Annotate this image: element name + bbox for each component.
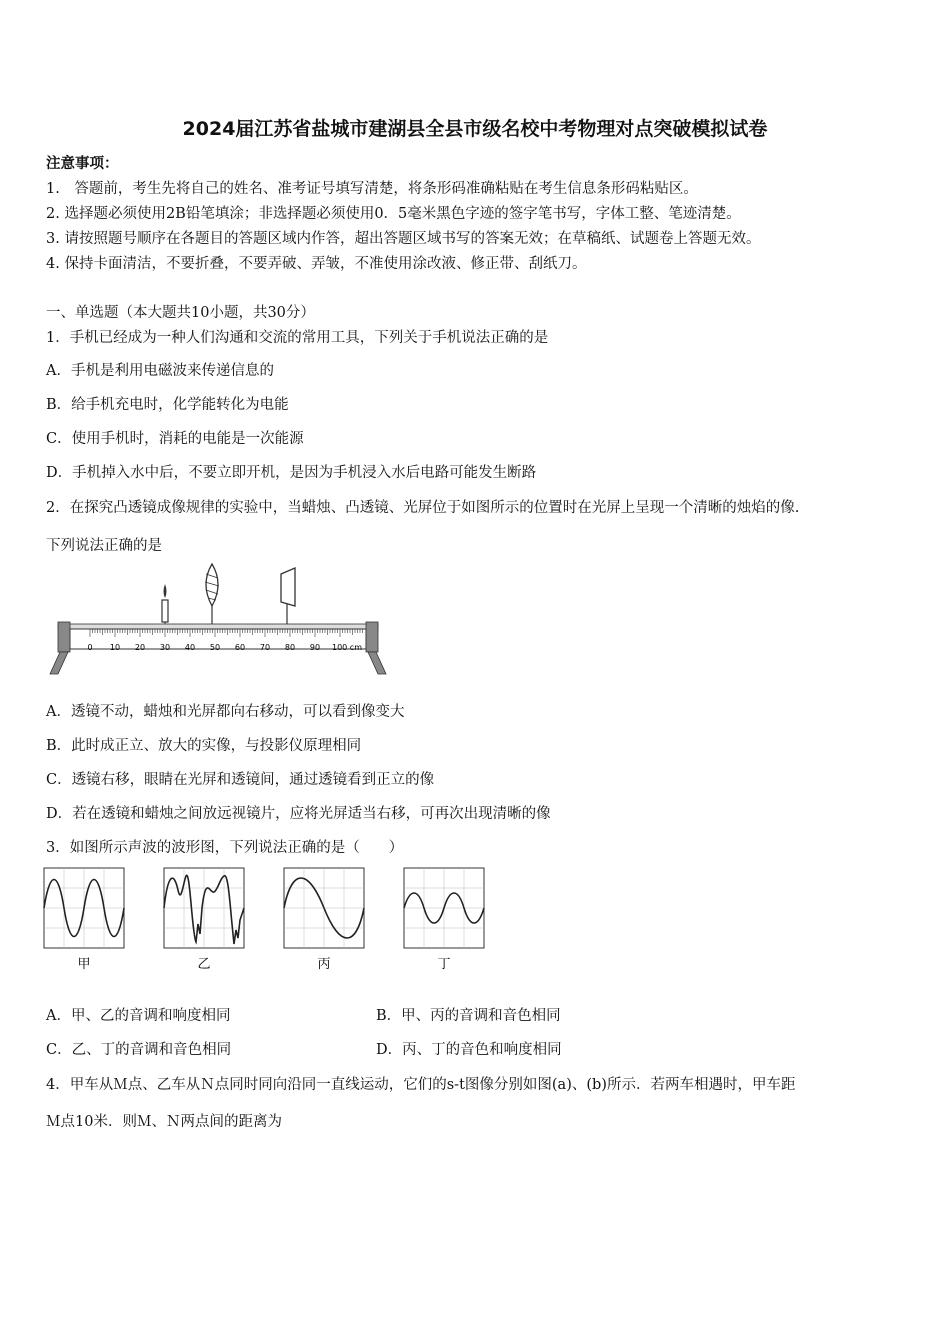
ruler-tick-label: 50 [209, 643, 221, 652]
question-2-stem: 2．在探究凸透镜成像规律的实验中，当蜡烛、凸透镜、光屏位于如图所示的位置时在光屏上呈现一个清晰的烛焰的像. [46, 500, 800, 516]
question-4-stem-cont: Ｍ点10米．则Ｍ、Ｎ两点间的距离为 [46, 1114, 282, 1130]
q1-option-b: B．给手机充电时，化学能转化为电能 [46, 397, 289, 413]
page-title: 2024届江苏省盐城市建湖县全县市级名校中考物理对点突破模拟试卷 [182, 118, 768, 140]
candle-icon [162, 584, 168, 624]
question-2-stem-cont: 下列说法正确的是 [46, 538, 162, 554]
ruler-tick-label: 100 cm [331, 643, 363, 652]
q2-option-d: D．若在透镜和蜡烛之间放远视镜片，应将光屏适当右移，可再次出现清晰的像 [46, 806, 551, 822]
waveform-ding [404, 868, 484, 948]
waveform-label: 丙 [317, 957, 331, 972]
section-heading: 一、单选题（本大题共10小题，共30分） [46, 305, 315, 321]
light-screen-icon [281, 568, 295, 624]
q1-option-a: A．手机是利用电磁波来传递信息的 [46, 363, 274, 379]
notice-item: 2. 选择题必须使用2B铅笔填涂；非选择题必须使用0．5毫米黑色字迹的签字笔书写，字体工整、笔迹清楚。 [46, 206, 741, 222]
ruler-tick-label: 10 [109, 643, 121, 652]
q2-option-c: C．透镜右移，眼睛在光屏和透镜间，通过透镜看到正立的像 [46, 772, 435, 788]
q3-option-d: D．丙、丁的音色和响度相同 [376, 1042, 562, 1058]
waveform-label: 丁 [437, 957, 451, 972]
q3-option-b: B．甲、丙的音调和音色相同 [376, 1008, 561, 1024]
q2-option-a: A．透镜不动，蜡烛和光屏都向右移动，可以看到像变大 [46, 704, 405, 720]
waveform-bing [284, 868, 364, 948]
q1-option-c: C．使用手机时，消耗的电能是一次能源 [46, 431, 304, 447]
waveform-figure [40, 864, 500, 976]
question-3-stem: 3．如图所示声波的波形图，下列说法正确的是（ ） [46, 840, 404, 856]
waveform-label: 乙 [197, 957, 211, 972]
question-4-stem: 4．甲车从Ｍ点、乙车从Ｎ点同时同向沿同一直线运动，它们的s-t图像分别如图(a)、(b)所示．若两车相遇时，甲车距 [46, 1077, 796, 1093]
waveform-yi [164, 868, 244, 948]
waveform-jia [44, 868, 124, 948]
notice-item: 4. 保持卡面清洁，不要折叠，不要弄破、弄皱，不准使用涂改液、修正带、刮纸刀。 [46, 256, 587, 272]
question-1-stem: 1．手机已经成为一种人们沟通和交流的常用工具，下列关于手机说法正确的是 [46, 330, 549, 346]
convex-lens-icon [205, 564, 219, 624]
waveform-label: 甲 [77, 957, 91, 972]
q3-option-c: C．乙、丁的音调和音色相同 [46, 1042, 232, 1058]
ruler-tick-label: 0 [87, 643, 93, 652]
ruler-tick-label: 60 [234, 643, 246, 652]
q3-option-a: A．甲、乙的音调和响度相同 [46, 1008, 231, 1024]
ruler-tick-label: 20 [134, 643, 146, 652]
ruler-tick-label: 70 [259, 643, 271, 652]
q1-option-d: D．手机掉入水中后，不要立即开机，是因为手机浸入水后电路可能发生断路 [46, 465, 537, 481]
ruler-tick-label: 80 [284, 643, 296, 652]
ruler-tick-label: 30 [159, 643, 171, 652]
notice-item: 1. 答题前，考生先将自己的姓名、准考证号填写清楚，将条形码准确粘贴在考生信息条形码粘贴区。 [46, 181, 698, 197]
notice-item: 3. 请按照题号顺序在各题目的答题区域内作答，超出答题区域书写的答案无效；在草稿纸、试题卷上答题无效。 [46, 231, 761, 247]
ruler-tick-label: 40 [184, 643, 196, 652]
q2-option-b: B．此时成正立、放大的实像，与投影仪原理相同 [46, 738, 362, 754]
ruler-tick-label: 90 [309, 643, 321, 652]
optical-bench-figure [40, 562, 400, 680]
notice-heading: 注意事项： [46, 155, 119, 172]
